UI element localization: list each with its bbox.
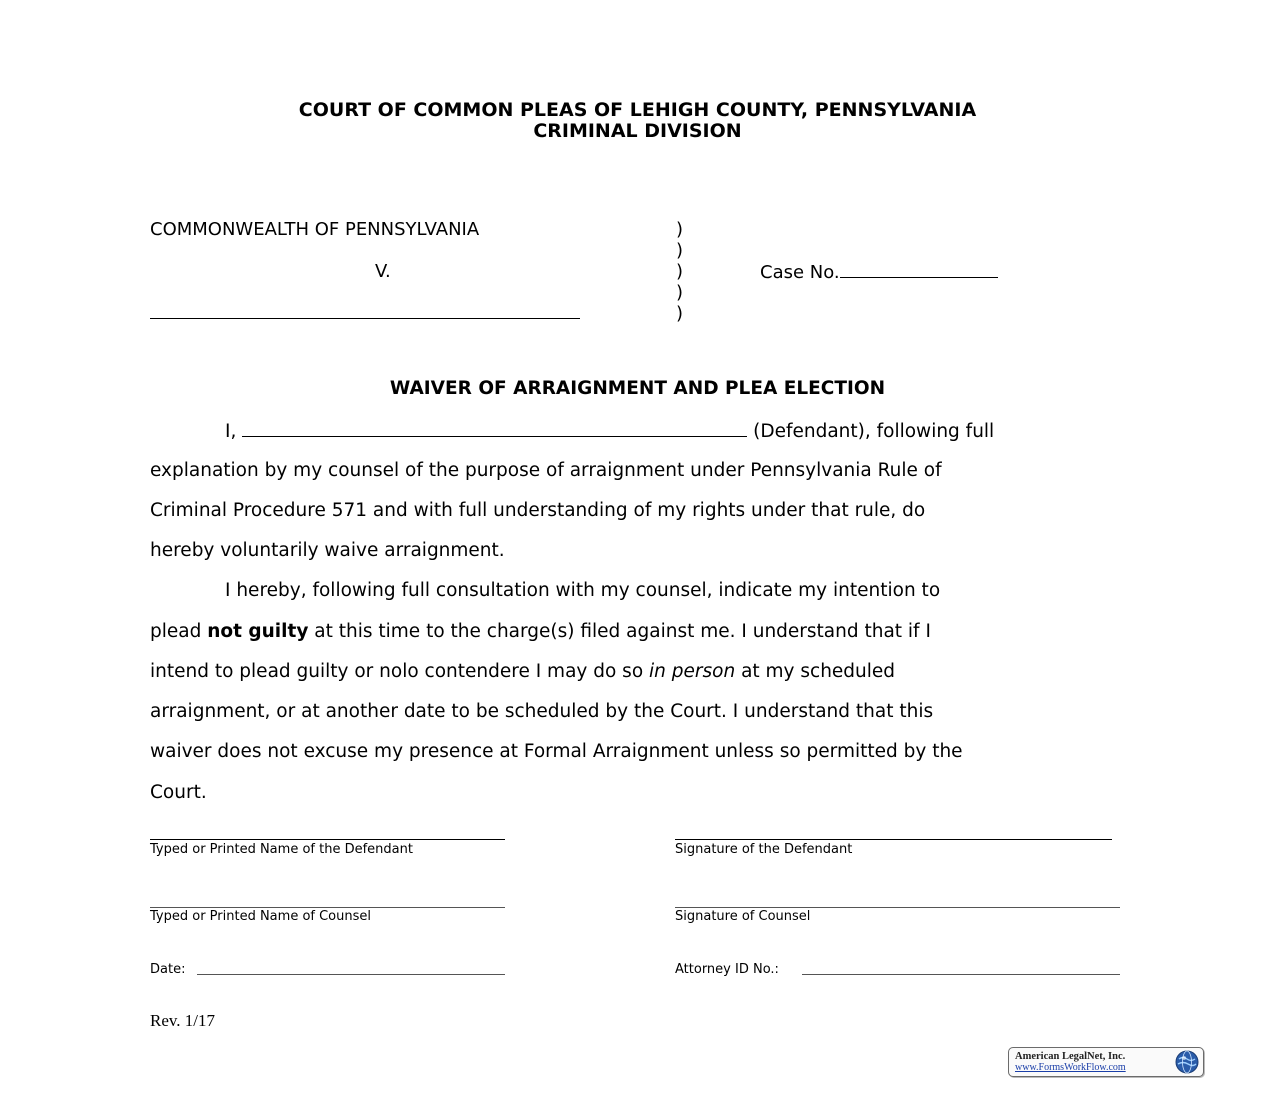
counsel-signature-label: Signature of Counsel bbox=[675, 909, 811, 924]
paragraph2-line3 bbox=[150, 661, 895, 682]
defendant-signature-label: Signature of the Defendant bbox=[675, 842, 853, 857]
paragraph2-line6: Court. bbox=[150, 782, 207, 803]
globe-icon bbox=[1175, 1050, 1199, 1074]
paragraph2-line3-post: at my scheduled bbox=[735, 661, 896, 682]
logo-website-link[interactable]: www.FormsWorkFlow.com bbox=[1015, 1062, 1126, 1073]
revision-label: Rev. 1/17 bbox=[150, 1011, 216, 1030]
attorney-id-label: Attorney ID No.: bbox=[675, 962, 779, 977]
paragraph2-line2-post: at this time to the charge(s) filed against me. I understand that if I bbox=[308, 621, 931, 642]
paragraph2-line4: arraignment, or at another date to be scheduled by the Court. I understand that this bbox=[150, 701, 934, 722]
plaintiff-name: COMMONWEALTH OF PENNSYLVANIA bbox=[150, 219, 480, 240]
attorney-id-line[interactable] bbox=[802, 974, 1120, 975]
counsel-printed-name-label: Typed or Printed Name of Counsel bbox=[150, 909, 371, 924]
paragraph2-line5: waiver does not excuse my presence at Formal Arraignment unless so permitted by the bbox=[150, 741, 963, 762]
date-label: Date: bbox=[150, 962, 186, 977]
case-number-label: Case No. bbox=[760, 262, 840, 283]
caption-paren: ) bbox=[676, 219, 684, 240]
caption-paren: ) bbox=[676, 240, 684, 261]
paragraph1-lead: I, bbox=[225, 421, 237, 442]
counsel-printed-name-line[interactable] bbox=[150, 907, 505, 908]
paragraph2-line1: I hereby, following full consultation with my counsel, indicate my intention to bbox=[225, 580, 941, 601]
paragraph1-line3: Criminal Procedure 571 and with full understanding of my rights under that rule, do bbox=[150, 500, 926, 521]
division-heading: CRIMINAL DIVISION bbox=[533, 120, 742, 142]
paragraph2-line3-pre: intend to plead guilty or nolo contendere I may do so bbox=[150, 661, 650, 682]
date-line[interactable] bbox=[197, 974, 505, 975]
defendant-signature-line[interactable] bbox=[675, 839, 1112, 840]
defendant-printed-name-line[interactable] bbox=[150, 839, 505, 840]
counsel-signature-line[interactable] bbox=[675, 907, 1120, 908]
versus-label: V. bbox=[375, 261, 391, 282]
case-number-blank[interactable] bbox=[840, 261, 998, 278]
in-person-emphasis: in person bbox=[649, 661, 736, 682]
caption-paren: ) bbox=[676, 282, 684, 303]
paragraph2-line2-pre: plead bbox=[150, 621, 208, 642]
paragraph1-line4: hereby voluntarily waive arraignment. bbox=[150, 540, 505, 561]
caption-paren: ) bbox=[676, 261, 684, 282]
defendant-caption-blank[interactable] bbox=[150, 318, 580, 319]
paragraph1-line2: explanation by my counsel of the purpose of arraignment under Pennsylvania Rule of bbox=[150, 460, 942, 481]
caption-paren: ) bbox=[676, 303, 684, 324]
logo-company-name: American LegalNet, Inc. bbox=[1015, 1051, 1126, 1062]
defendant-name-blank[interactable] bbox=[242, 420, 747, 437]
case-number-field bbox=[760, 261, 998, 283]
not-guilty-emphasis: not guilty bbox=[207, 621, 309, 642]
document-title: WAIVER OF ARRAIGNMENT AND PLEA ELECTION bbox=[389, 378, 886, 399]
paragraph1-after-blank: (Defendant), following full bbox=[753, 421, 995, 442]
defendant-printed-name-label: Typed or Printed Name of the Defendant bbox=[150, 842, 413, 857]
paragraph1-line1 bbox=[225, 420, 994, 442]
paragraph2-line2 bbox=[150, 621, 931, 642]
american-legalnet-logo[interactable] bbox=[1008, 1047, 1204, 1077]
court-name-heading: COURT OF COMMON PLEAS OF LEHIGH COUNTY, PENNSYLVANIA bbox=[298, 99, 977, 121]
